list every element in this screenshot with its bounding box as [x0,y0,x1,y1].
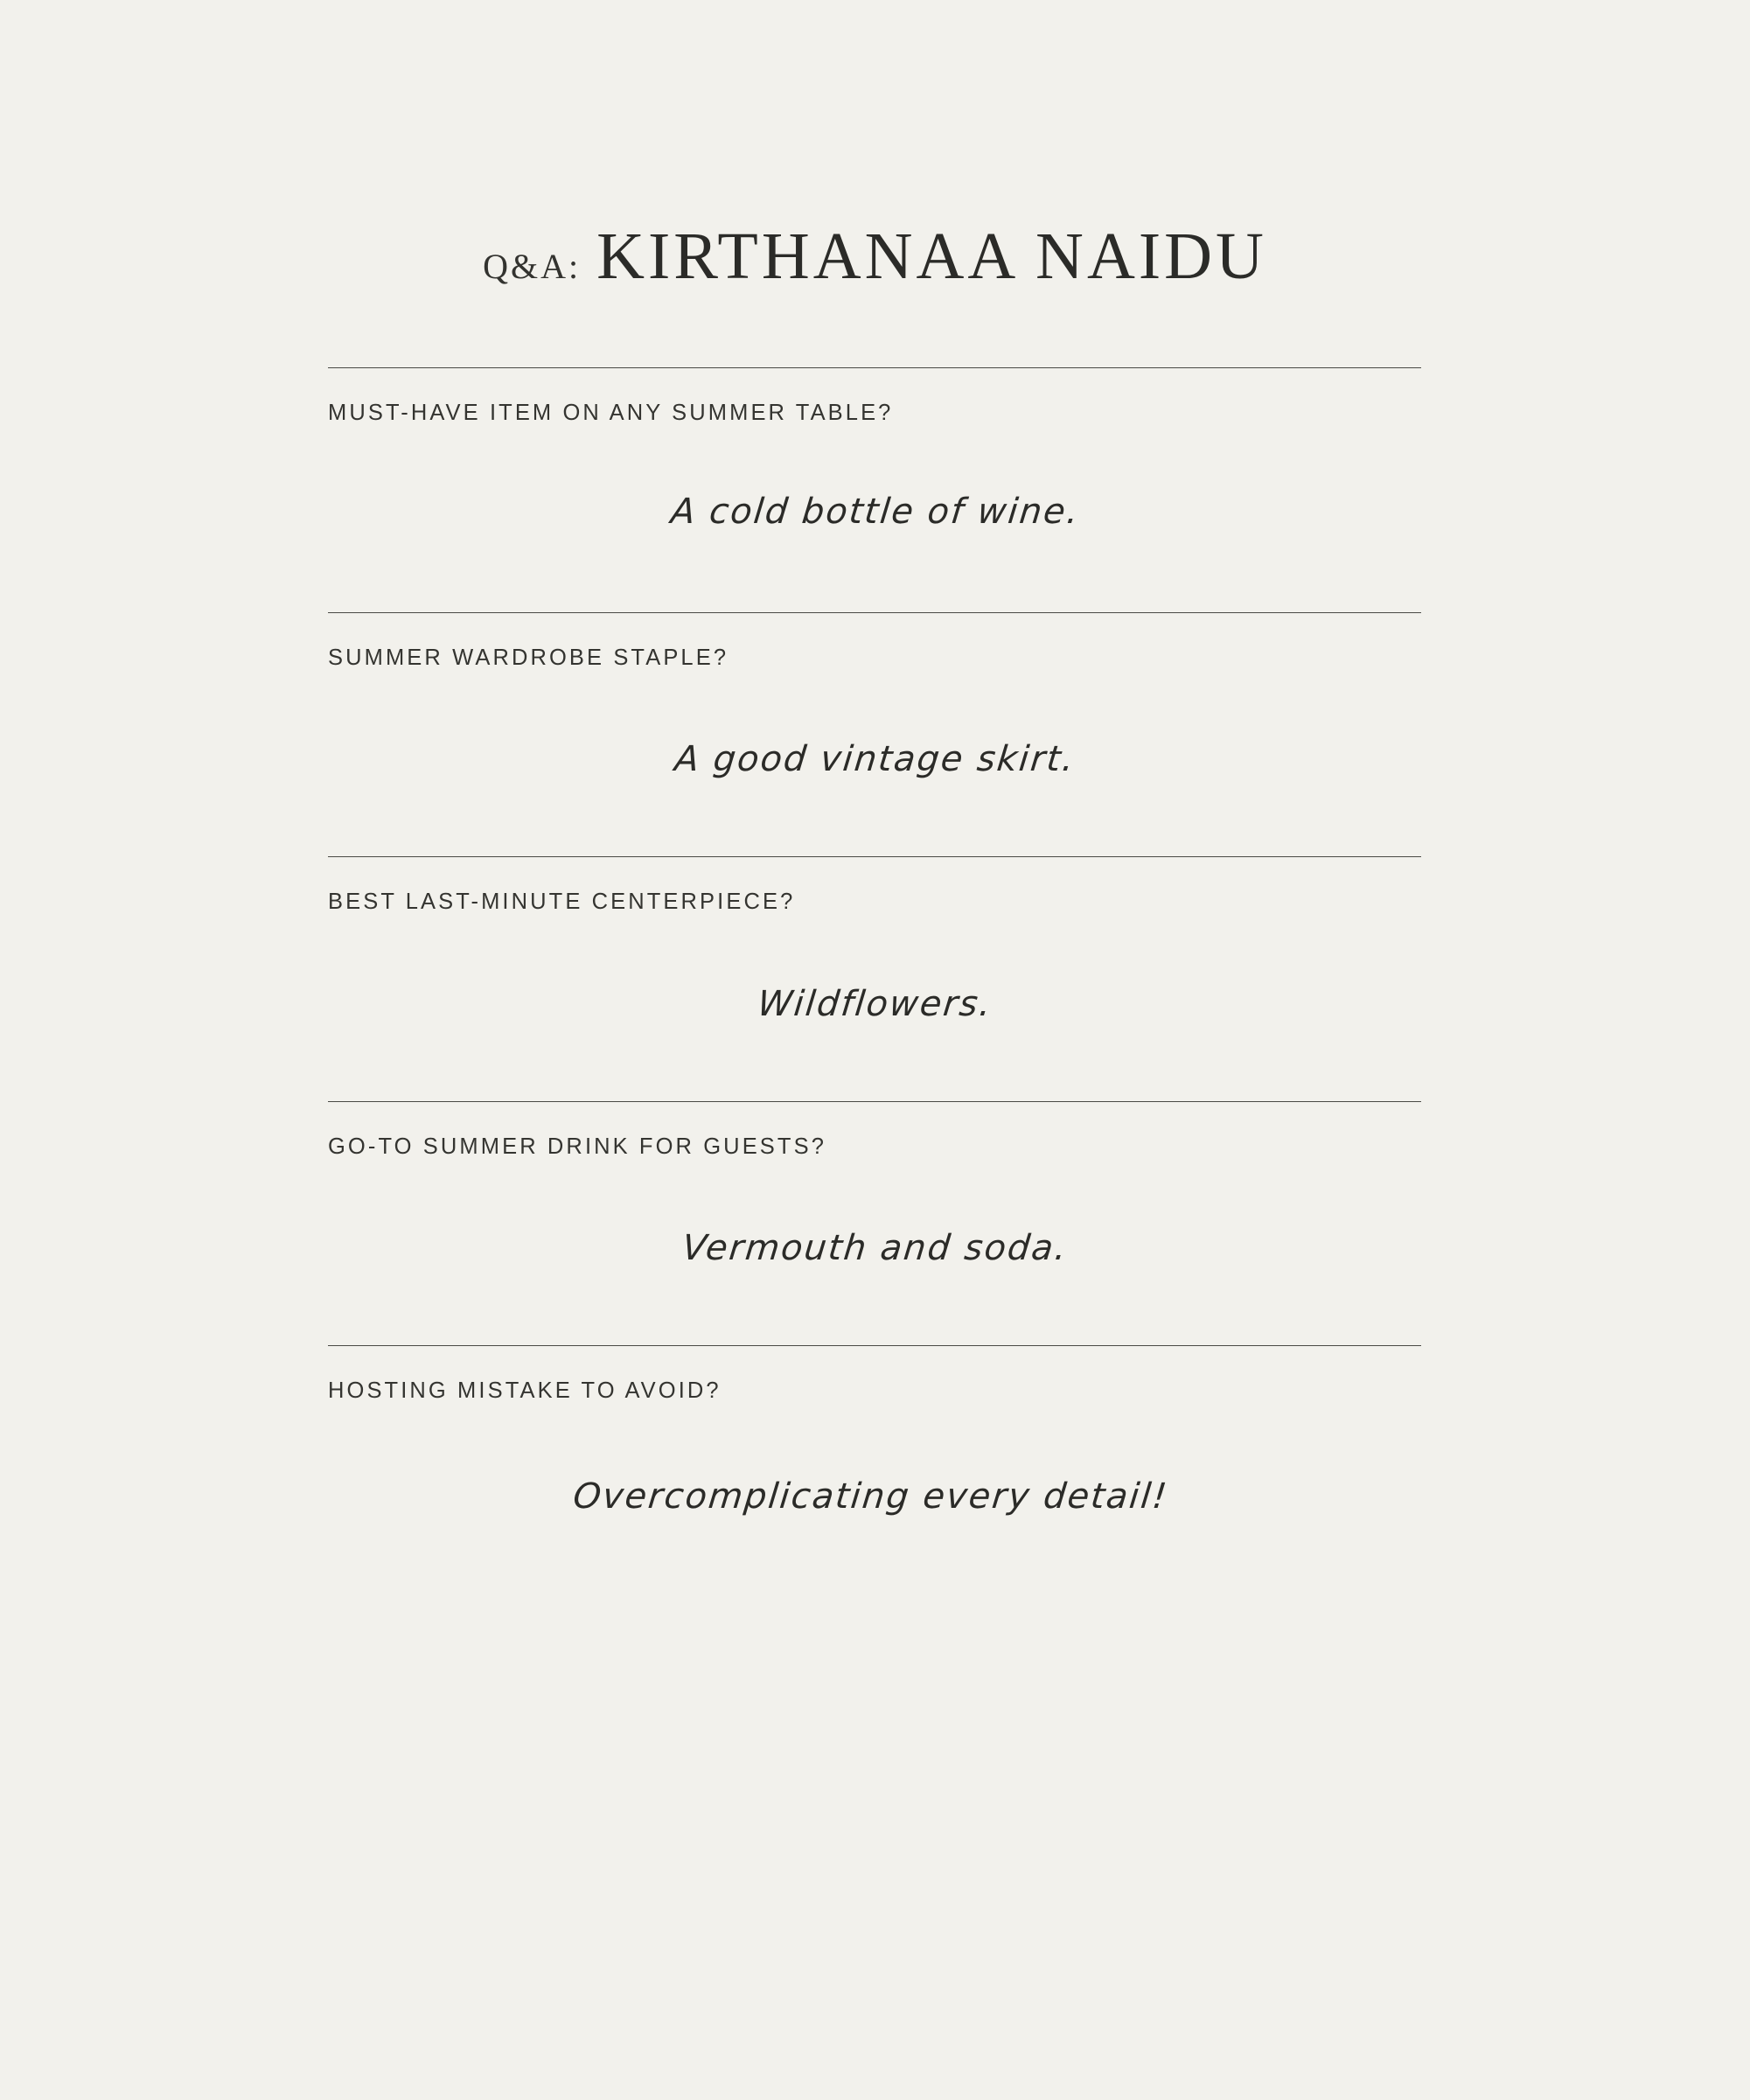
qa-answer: Vermouth and soda. [680,1228,1070,1269]
qa-question: BEST LAST-MINUTE CENTERPIECE? [328,890,796,915]
qa-answer: Wildflowers. [756,983,995,1024]
qa-question: MUST-HAVE ITEM ON ANY SUMMER TABLE? [328,401,894,425]
qa-answer: Overcomplicating every detail! [571,1476,1171,1517]
title-prefix: Q&A: [483,247,582,286]
qa-item [328,367,1421,612]
qa-question: SUMMER WARDROBE STAPLE? [328,645,729,670]
page-title [0,219,1750,295]
qa-item [328,1101,1421,1346]
qa-answer: A cold bottle of wine. [668,491,1082,532]
title-name: KIRTHANAA NAIDU [596,220,1267,293]
qa-question: GO-TO SUMMER DRINK FOR GUESTS? [328,1134,826,1159]
qa-question: HOSTING MISTAKE TO AVOID? [328,1378,722,1404]
qa-item [328,1345,1421,1517]
qa-list [328,367,1421,1517]
qa-item [328,856,1421,1101]
qa-answer: A good vintage skirt. [673,739,1077,780]
qa-item [328,612,1421,857]
